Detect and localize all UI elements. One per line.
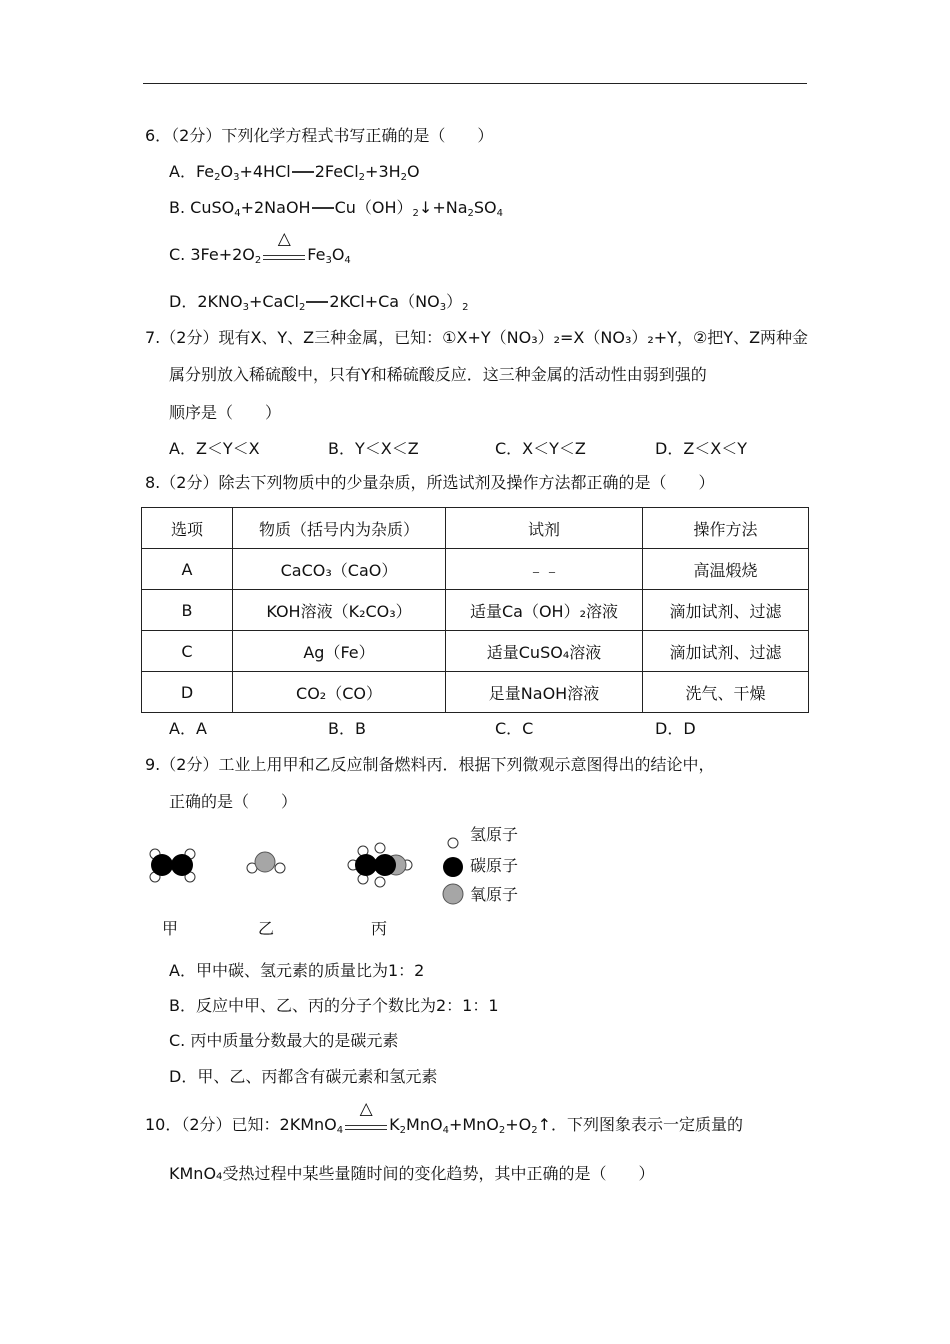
- q9-option-a[interactable]: A．甲中碳、氢元素的质量比为1：2: [169, 961, 425, 980]
- q9-line1: 9.（2分）工业上用甲和乙反应制备燃料丙．根据下列微观示意图得出的结论中，: [145, 755, 715, 774]
- legend-carbon-label: 碳原子: [470, 856, 519, 875]
- table-cell: 滴加试剂、过滤: [643, 590, 809, 631]
- q10-line1: 10．（2分）已知：2KMnO$_4$ △ $K_2MnO_4+MnO_2+O_2↑$．下列图象表示一定质量的: [145, 1098, 744, 1136]
- molecule-bing-icon: [348, 843, 412, 887]
- table-cell: C: [142, 631, 233, 672]
- q9-option-d[interactable]: D．甲、乙、丙都含有碳元素和氢元素: [169, 1067, 438, 1086]
- table-row: [142, 672, 809, 713]
- table-cell: Ag（Fe）: [233, 631, 446, 672]
- q6-stem: 6．（2分）下列化学方程式书写正确的是（ ）: [145, 126, 494, 145]
- q6-option-a[interactable]: A．$Fe_2O_3+4HCl$ $2FeCl_2+3H_2O$: [169, 162, 420, 183]
- table-cell: 适量CuSO₄溶液: [446, 631, 643, 672]
- table-cell: 洗气、干燥: [643, 672, 809, 713]
- table-cell: KOH溶液（K₂CO₃）: [233, 590, 446, 631]
- q8-option-c[interactable]: C．C: [495, 719, 534, 738]
- table-cell: CaCO₃（CaO）: [233, 549, 446, 590]
- oxygen-atom-icon: [443, 884, 463, 904]
- q7-option-c[interactable]: C．X＜Y＜Z: [495, 439, 586, 458]
- legend-oxygen-label: 氧原子: [470, 885, 519, 904]
- heat-equals-icon: [343, 1098, 389, 1137]
- q6-option-b-label: B.: [169, 198, 186, 217]
- table-header-row: [142, 508, 809, 549]
- heat-triangle-icon: △: [359, 1098, 373, 1119]
- q6-option-c[interactable]: C. $3Fe+2O_2$ △ $Fe_3O_4$: [169, 228, 351, 266]
- q9-line2: 正确的是（ ）: [169, 792, 298, 811]
- table-cell: 高温煅烧: [643, 549, 809, 590]
- molecule-label-yi: 乙: [258, 919, 275, 938]
- q10-line2: KMnO₄受热过程中某些量随时间的变化趋势，其中正确的是（ ）: [169, 1164, 655, 1183]
- q7-option-b[interactable]: B．Y＜X＜Z: [328, 439, 419, 458]
- table-cell: 适量Ca（OH）₂溶液: [446, 590, 643, 631]
- table-cell: B: [142, 590, 233, 631]
- q6-option-a-label: A．: [169, 162, 196, 181]
- q6-option-c-label: C.: [169, 245, 186, 264]
- molecule-yi-icon: [247, 852, 285, 873]
- table-row: [142, 631, 809, 672]
- table-cell: 足量NaOH溶液: [446, 672, 643, 713]
- molecule-jia-icon: [150, 849, 195, 882]
- table-header-cell: 物质（括号内为杂质）: [233, 508, 446, 549]
- q8-option-b[interactable]: B．B: [328, 719, 366, 738]
- legend-hydrogen-label: 氢原子: [470, 825, 519, 844]
- q8-option-d[interactable]: D．D: [655, 719, 696, 738]
- equals-sign-icon: [292, 171, 314, 173]
- hydrogen-atom-icon: [448, 838, 458, 848]
- q7-line3: 顺序是（ ）: [169, 403, 282, 422]
- q8-stem: 8.（2分）除去下列物质中的少量杂质，所选试剂及操作方法都正确的是（ ）: [145, 473, 715, 492]
- legend-icons: [443, 838, 463, 904]
- table-header-cell: 试剂: [446, 508, 643, 549]
- q7-option-d[interactable]: D．Z＜X＜Y: [655, 439, 748, 458]
- q7-line2: 属分别放入稀硫酸中，只有Y和稀硫酸反应．这三种金属的活动性由弱到强的: [169, 365, 707, 384]
- q7-option-a[interactable]: A．Z＜Y＜X: [169, 439, 260, 458]
- table-cell: CO₂（CO）: [233, 672, 446, 713]
- q7-line1: 7.（2分）现有X、Y、Z三种金属，已知：①X+Y（NO₃）₂=X（NO₃）₂+Y，②把Y、Z两种金: [145, 328, 809, 347]
- table-cell: D: [142, 672, 233, 713]
- q10-prefix: 10．（2分）已知：: [145, 1115, 280, 1134]
- molecule-label-bing: 丙: [371, 919, 388, 938]
- table-cell: 滴加试剂、过滤: [643, 631, 809, 672]
- equals-sign-icon: [306, 301, 328, 303]
- top-rule: [143, 83, 807, 84]
- table-cell: A: [142, 549, 233, 590]
- heat-triangle-icon: △: [277, 228, 291, 249]
- table-header-cell: 选项: [142, 508, 233, 549]
- carbon-atom-icon: [443, 857, 463, 877]
- q6-option-b[interactable]: B. CuSO$_4$+2NaOH $Cu(OH)_2↓+Na_2SO_4$: [169, 198, 503, 219]
- table-row: [142, 549, 809, 590]
- q9-option-c[interactable]: C. 丙中质量分数最大的是碳元素: [169, 1031, 399, 1050]
- q8-option-a[interactable]: A．A: [169, 719, 207, 738]
- table-row: [142, 590, 809, 631]
- q9-option-b[interactable]: B．反应中甲、乙、丙的分子个数比为2：1：1: [169, 996, 499, 1015]
- table-cell: ﹣﹣: [446, 549, 643, 590]
- q8-table: [141, 507, 809, 713]
- heat-equals-icon: [261, 228, 307, 267]
- q6-option-d[interactable]: D．$2KNO_3+CaCl_2$ $2KCl+Ca(NO_3)_2$: [169, 292, 469, 313]
- molecule-label-jia: 甲: [162, 919, 179, 938]
- equals-sign-icon: [312, 207, 334, 209]
- q6-option-d-label: D．: [169, 292, 198, 311]
- table-header-cell: 操作方法: [643, 508, 809, 549]
